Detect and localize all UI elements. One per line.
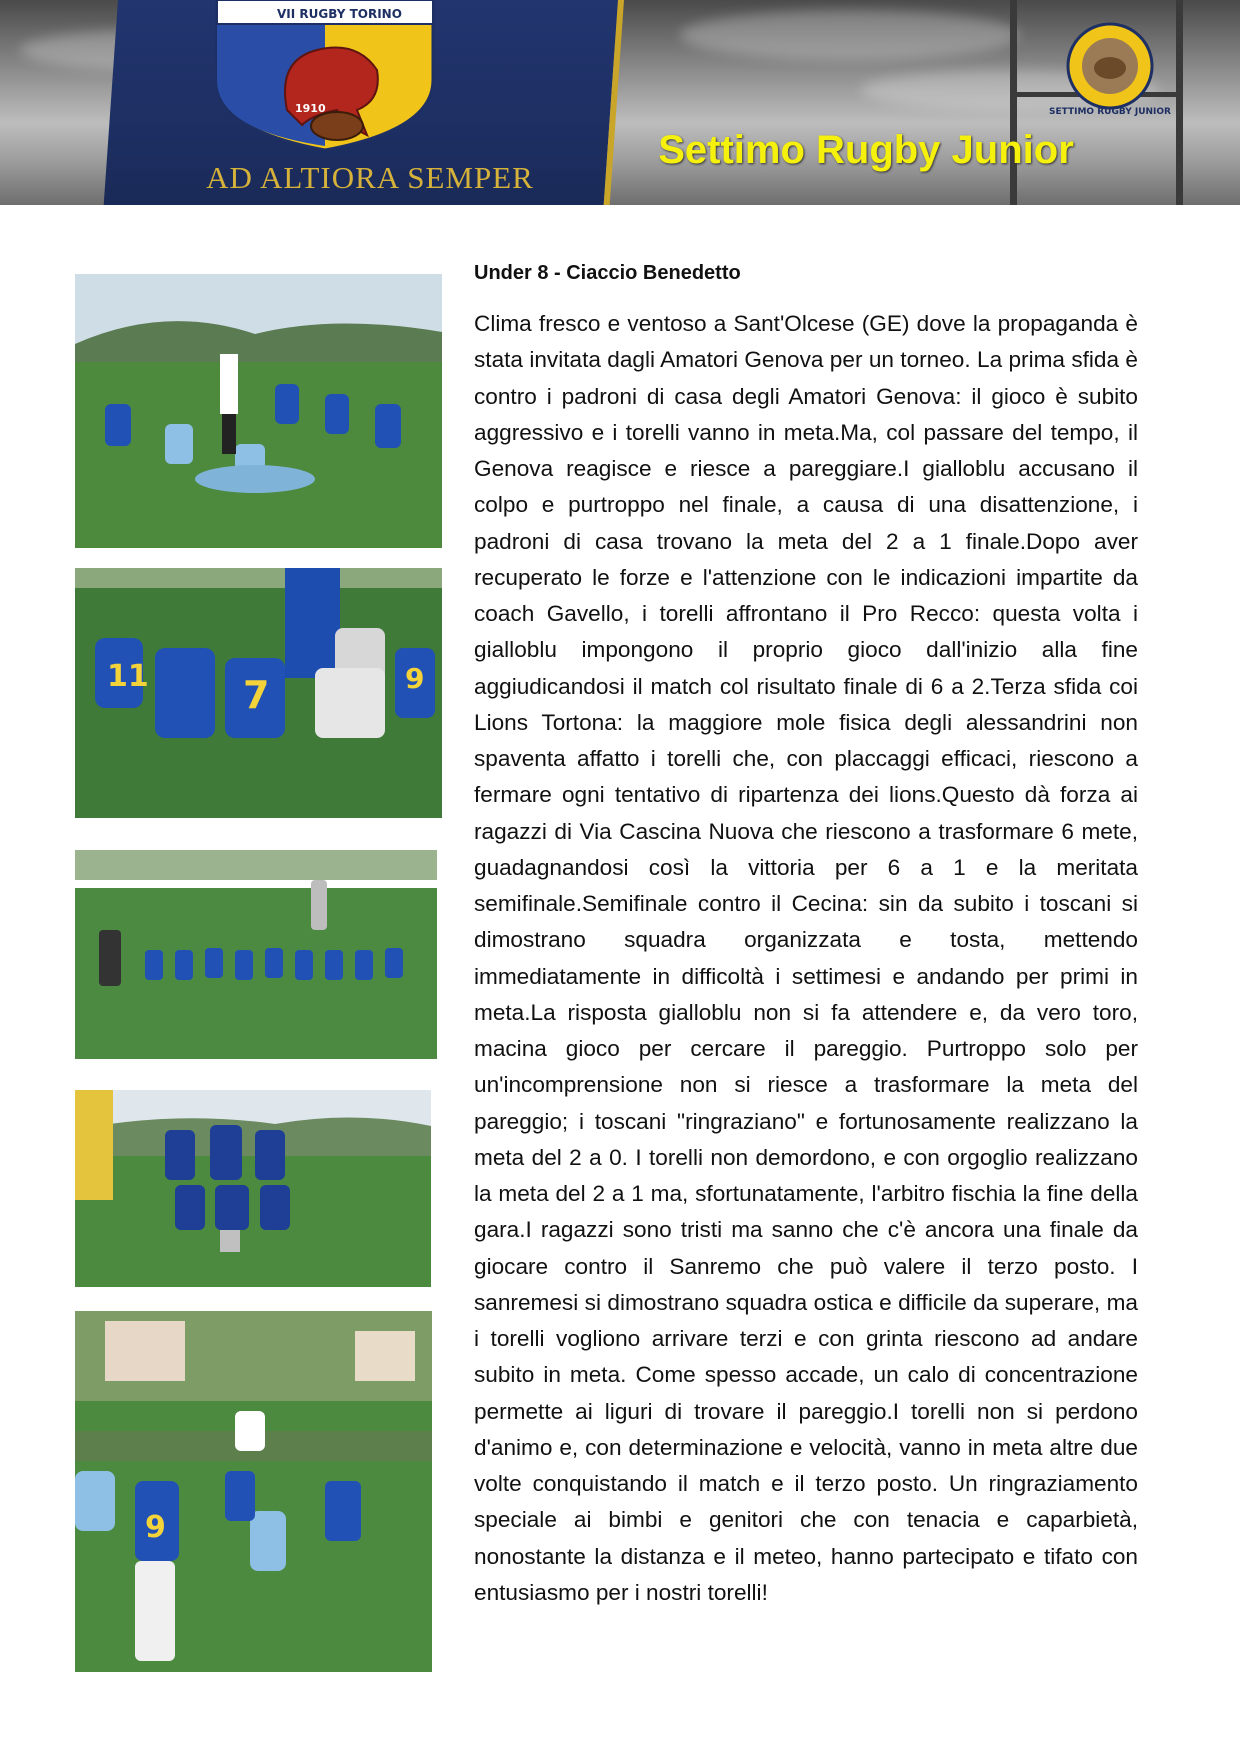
- article-paragraph: Clima fresco e ventoso a Sant'Olcese (GE) dove la propaganda è stata invitata dagli Amatori Genova per un torneo. La prima sfida è contro i padroni di casa degli Amatori Genova: il gioco è subito aggressivo e i torelli vanno in meta.Ma, col passare del tempo, il Genova reagisce e riesce a pareggiare.I gialloblu accusano il colpo e purtroppo nel finale, a causa di una disattenzione, i padroni di casa trovano la meta del 2 a 1 finale.Dopo aver recuperato le forze e l'attenzione con le indicazioni impartite da coach Gavello, i torelli affrontano il Pro Recco: questa volta i gialloblu impongono il proprio gioco dall'inizio alla fine aggiudicandosi il match col risultato finale di 6 a 2.Terza sfida coi Lions Tortona: la maggiore mole fisica degli alessandrini non spaventa affatto i torelli che, con placcaggi efficaci, riescono a fermare ogni tentativo di ripartenza dei lions.Questo dà forza ai ragazzi di Via Cascina Nuova che riescono a trasformare 6 mete, guadagnandosi così la vittoria per 6 a 1 e la meritata semifinale.Semifinale contro il Cecina: sin da subito i toscani si dimostrano squadra organizzata e tosta, mettendo immediatamente in difficoltà i settimesi e andando per primi in meta.La risposta gialloblu non si fa attendere e, da vero toro, macina gioco per cercare il pareggio. Purtroppo solo per un'incomprensione non si riesce a trasformare la meta del pareggio; i toscani "ringraziano" e fortunosamente realizzano la meta del 2 a 0. I torelli non demordono, e con orgoglio realizzano la meta del 2 a 1 ma, sfortunatamente, l'arbitro fischia la fine della gara.I ragazzi sono tristi ma sanno che c'è ancora una finale da giocare contro il Sanremo che può valere il terzo posto. I sanremesi si dimostrano squadra ostica e difficile da superare, ma i torelli vogliono arrivare terzi e con grinta riescono ad andare subito in meta. Come spesso accade, un calo di concentrazione permette ai liguri di trovare il pareggio.I torelli non si perdono d'animo e, con determinazione e velocità, vanno in meta altre due volte conquistando il match e il terzo posto. Un ringraziamento speciale ai bimbi e genitori che con tenacia e caparbietà, nonostante la distanza e il meteo, hanno partecipato e tifato con entusiasmo per i nostri torelli!: [474, 311, 1138, 1605]
- photo-team-trophy: [75, 1090, 431, 1287]
- photo-match-action: [75, 274, 442, 548]
- rugby-post-right: [1176, 0, 1183, 205]
- club-crest-logo: [207, 0, 443, 150]
- header-banner: [0, 0, 1240, 205]
- club-motto: AD ALTIORA SEMPER: [206, 160, 534, 195]
- photo-team-sitting: [75, 568, 442, 818]
- svg-text:11: 11: [107, 659, 149, 694]
- page-title: Settimo Rugby Junior: [658, 128, 1074, 172]
- cloud-shape: [680, 10, 1020, 60]
- photo-team-running: [75, 850, 437, 1059]
- crest-year: 1910: [295, 102, 326, 115]
- article-title: Under 8 - Ciaccio Benedetto: [474, 262, 741, 284]
- rugby-post-left: [1010, 0, 1017, 205]
- svg-text:7: 7: [243, 673, 270, 717]
- svg-text:9: 9: [405, 662, 425, 695]
- junior-logo-text: SETTIMO RUGBY JUNIOR: [1049, 107, 1171, 117]
- article-body: [474, 306, 1138, 1611]
- svg-text:9: 9: [145, 1510, 166, 1545]
- photo-match-play: [75, 1311, 432, 1672]
- crest-text: VII RUGBY TORINO: [277, 7, 402, 21]
- junior-logo: [1044, 20, 1176, 120]
